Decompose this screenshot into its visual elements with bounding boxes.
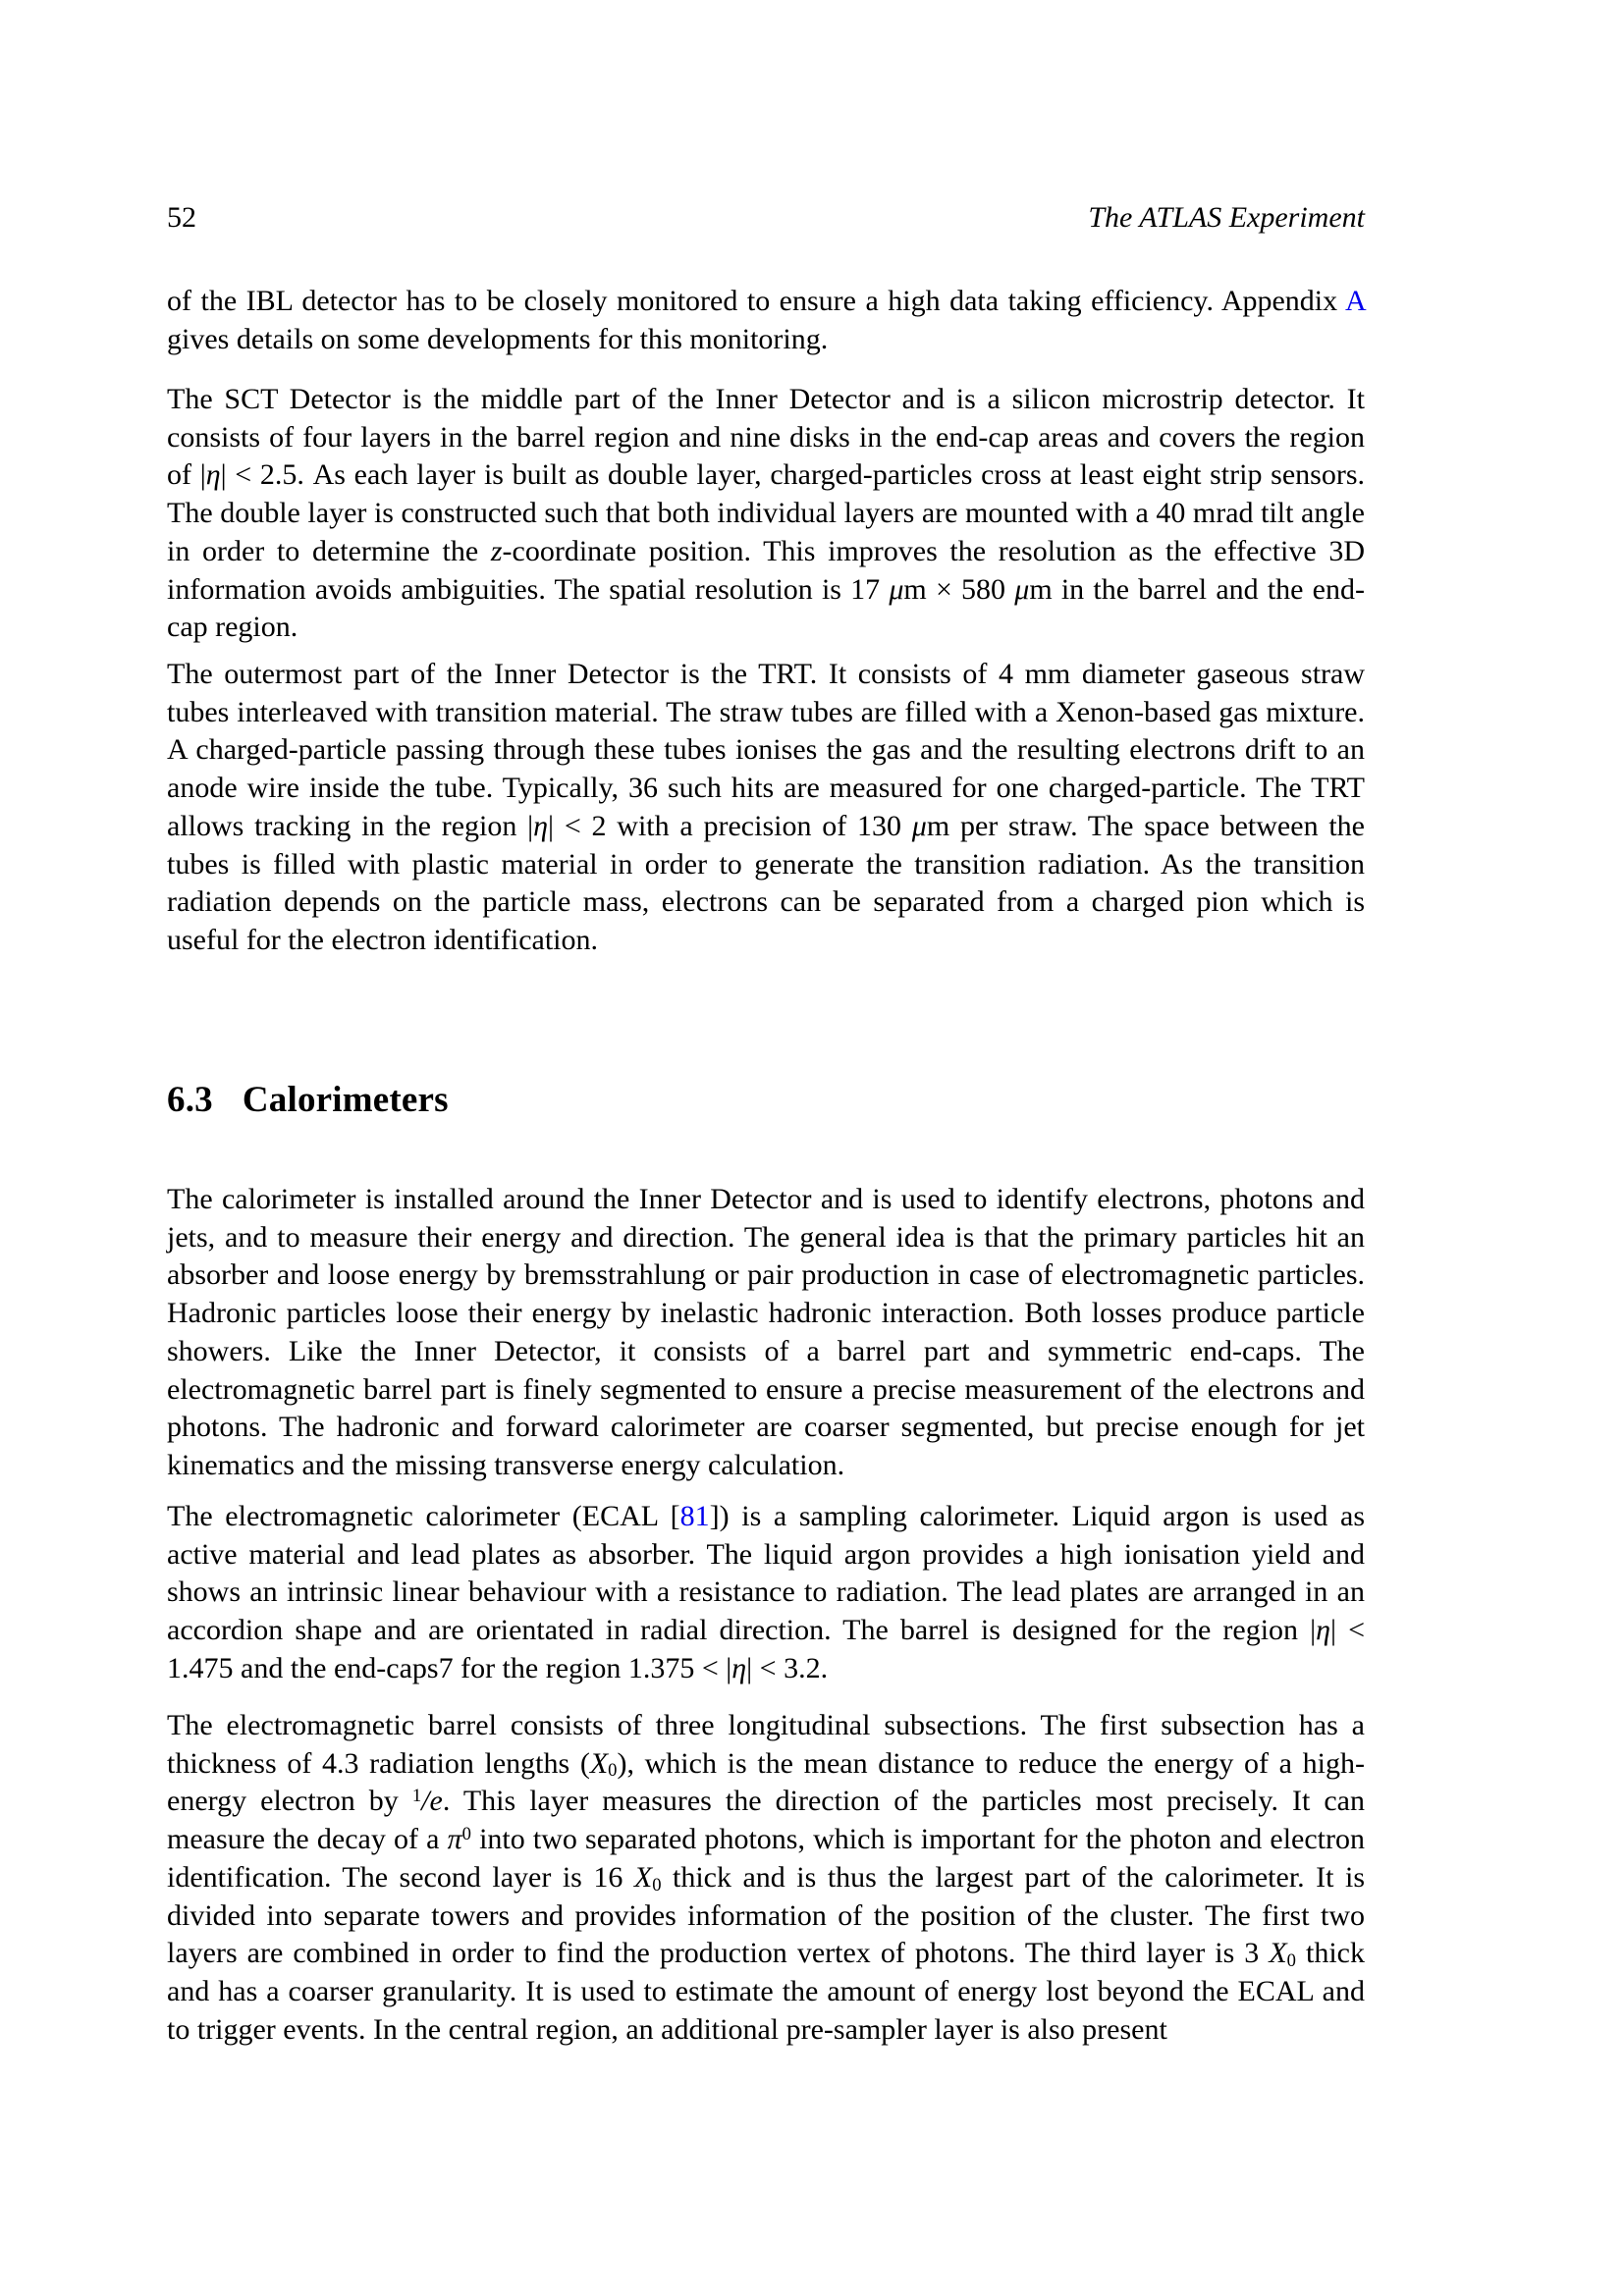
text-run: μ — [1014, 572, 1030, 606]
text-run: X — [1269, 1937, 1287, 1970]
text-run: η — [205, 458, 221, 492]
text-run: thick and has a coarser granularity. It is used to estimate the amount of energy lost beyond the ECAL and to trigger events. In the central region, an additional pre-sampler layer is also present — [167, 1937, 1365, 2046]
text-run: -coordinate position. This improves the resolution as the effective 3D information avoids ambiguities. The spatial resolution is 17 — [167, 534, 1366, 606]
paragraph-ibl-monitoring — [167, 283, 1365, 358]
page-number: 52 — [167, 201, 196, 234]
text-run: 0 — [608, 1760, 618, 1782]
text-run: e — [429, 1785, 443, 1818]
paragraph-sct-detector — [167, 381, 1365, 647]
text-run: m per straw. The space between the tubes is filled with plastic material in order to generate the transition radiation. As the transition radiation depends on the particle mass, electrons can be separated from a charged pion which is useful for the electron identification. — [167, 809, 1365, 956]
page-header — [167, 199, 1365, 237]
paragraph-ecal — [167, 1498, 1365, 1688]
text-run: | < 2.5. As each layer is built as double layer, charged-particles cross at least eight strip sensors. The double layer is constructed such that both individual layers are mounted with a 40 mrad tilt angle in order to determine the — [167, 458, 1365, 567]
text-run: of the IBL detector has to be closely monitored to ensure a high data taking efficiency. Appendix — [167, 285, 1345, 317]
text-run: thick and is thus the largest part of the calorimeter. It is divided into separate towers and provides information of the position of the cluster. The first two layers are combined in order to find the production vertex of photons. The third layer is 3 — [167, 1860, 1365, 1970]
paragraph-trt — [167, 656, 1365, 960]
citation-81-link[interactable]: 81 — [679, 1500, 710, 1532]
text-run: The electromagnetic calorimeter (ECAL [ — [167, 1500, 680, 1532]
paragraph-calorimeter-overview — [167, 1181, 1365, 1485]
text-run: X — [589, 1746, 609, 1780]
text-run: The electromagnetic barrel consists of three longitudinal subsections. The first subsection has a thickness of 4.3 radiation lengths ( — [167, 1709, 1365, 1780]
text-run: η — [533, 809, 549, 842]
text-run: m in the barrel and the end-cap region. — [167, 572, 1365, 644]
text-run: | < 2 with a precision of 130 — [548, 809, 912, 842]
text-run: m × 580 — [903, 572, 1015, 606]
text-run: z — [490, 534, 503, 567]
paragraph-em-barrel-layers — [167, 1707, 1365, 2049]
appendix-a-link[interactable]: A — [1344, 285, 1365, 317]
text-run: η — [731, 1651, 747, 1684]
text-run: The calorimeter is installed around the Inner Detector and is used to identify electrons, photons and jets, and to measure their energy and direction. The general idea is that the primary particles hit an absorber and loose energy by bremsstrahlung or pair production in case of electromagnetic particles. Hadronic particles loose their energy by inelastic hadronic interaction. Both losses produce particle showers. Like the Inner Detector, it consists of a barrel part and symmetric end-caps. The electromagnetic barrel part is finely segmented to ensure a precise measurement of the electrons and photons. The hadronic and forward calorimeter are coarser segmented, but precise enough for jet kinematics and the missing transverse energy calculation. — [167, 1183, 1365, 1481]
text-run: ]) is a sampling calorimeter. Liquid argon is used as active material and lead plates as absorber. The liquid argon provides a high ionisation yield and shows an intrinsic linear behaviour with a resistance to radiation. The lead plates are arranged in an accordion shape and are orientated in radial direction. The barrel is designed for the region | — [167, 1500, 1365, 1647]
section-number: 6.3 — [167, 1080, 213, 1120]
text-run: X — [633, 1860, 653, 1894]
text-run: / — [421, 1785, 430, 1818]
text-run: | < 1.475 and the end-caps7 for the region 1.375 < | — [167, 1614, 1365, 1684]
text-run: 0 — [1286, 1949, 1296, 1971]
text-run: gives details on some developments for this monitoring. — [167, 322, 829, 355]
text-run: μ — [911, 809, 927, 842]
text-run: . This layer measures the direction of the particles most precisely. It can measure the decay of a — [167, 1785, 1366, 1856]
text-run: 0 — [461, 1823, 471, 1844]
text-run: 1 — [411, 1786, 422, 1807]
text-run: ), which is the mean distance to reduce the energy of a high-energy electron by — [167, 1746, 1365, 1818]
text-run: μ — [889, 572, 904, 606]
text-run: | < 3.2. — [746, 1651, 829, 1684]
section-heading — [167, 1078, 1365, 1123]
text-run: The outermost part of the Inner Detector is the TRT. It consists of 4 mm diameter gaseous straw tubes interleaved with transition material. The straw tubes are filled with a Xenon-based gas mixture. A charged-particle passing through these tubes ionises the gas and the resulting electrons drift to an anode wire inside the tube. Typically, 36 such hits are measured for one charged-particle. The TRT allows tracking in the region | — [167, 658, 1365, 842]
text-run: 0 — [652, 1874, 662, 1896]
section-title: Calorimeters — [242, 1080, 449, 1120]
text-run: π — [447, 1823, 462, 1856]
text-run: η — [1316, 1614, 1330, 1647]
text-run: The SCT Detector is the middle part of the Inner Detector and is a silicon microstrip detector. It consists of four layers in the barrel region and nine disks in the end-cap areas and covers the region of | — [167, 383, 1365, 492]
text-run: into two separated photons, which is important for the photon and electron identification. The second layer is 16 — [167, 1823, 1365, 1894]
running-title: The ATLAS Experiment — [1088, 201, 1365, 234]
